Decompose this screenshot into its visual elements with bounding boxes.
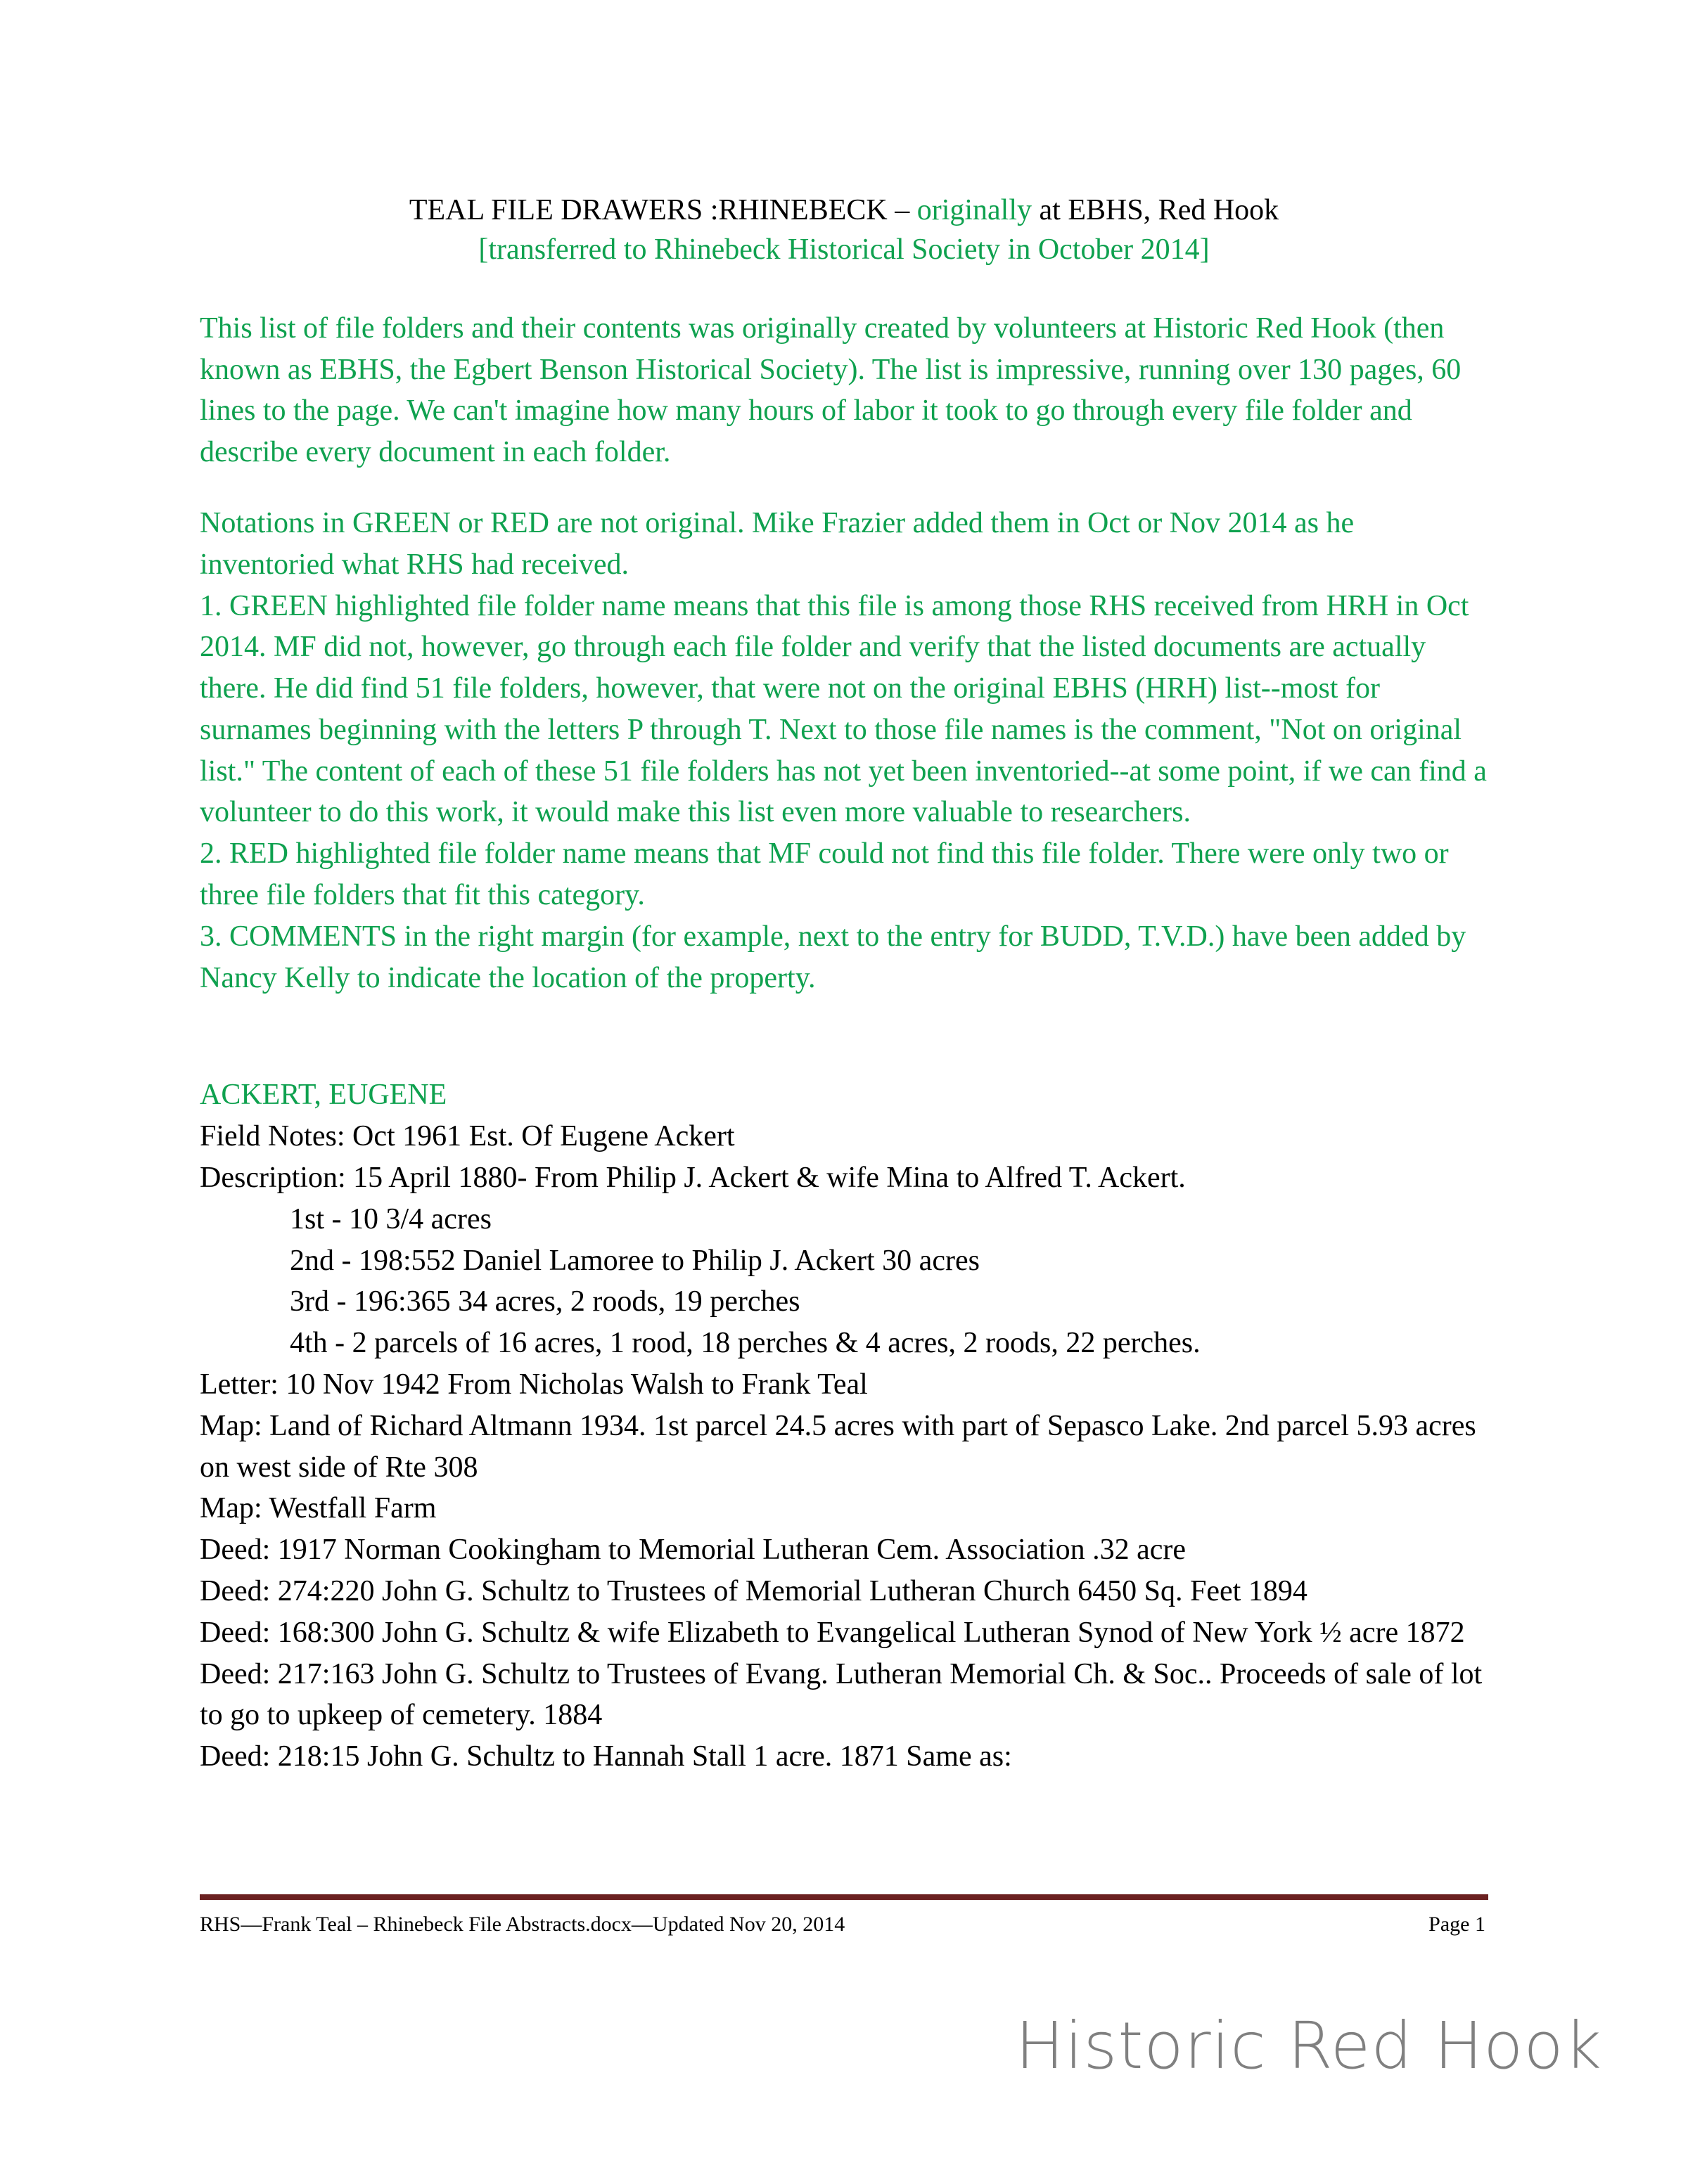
notations-item-3: 3. COMMENTS in the right margin (for example, next to the entry for BUDD, T.V.D.) have been added by Nancy Kelly to indicate the location of the property. xyxy=(200,920,1466,994)
title-text-after: at EBHS, Red Hook xyxy=(1032,194,1279,226)
title-line-subtitle: [transferred to Rhinebeck Historical Society in October 2014] xyxy=(478,233,1210,266)
title-text-before: TEAL FILE DRAWERS :RHINEBECK – xyxy=(409,194,917,226)
footer-row xyxy=(200,1900,1488,1936)
entry-detail-line: Deed: 1917 Norman Cookingham to Memorial Lutheran Cem. Association .32 acre xyxy=(200,1534,1187,1567)
entry-detail-line: Letter: 10 Nov 1942 From Nicholas Walsh to Frank Teal xyxy=(200,1368,868,1401)
footer-divider xyxy=(200,1894,1488,1900)
entry-detail-line: Deed: 218:15 John G. Schultz to Hannah Stall 1 acre. 1871 Same as: xyxy=(200,1740,1012,1773)
title-text-originally: originally xyxy=(916,194,1032,226)
entry-detail-line: Description: 15 April 1880- From Philip J. Ackert & wife Mina to Alfred T. Ackert. xyxy=(200,1162,1186,1195)
entry-detail-line: Field Notes: Oct 1961 Est. Of Eugene Ackert xyxy=(200,1120,735,1153)
entry-detail-line: 1st - 10 3/4 acres xyxy=(290,1202,492,1235)
footer-source-label: RHS—Frank Teal – Rhinebeck File Abstracts.docx—Updated Nov 20, 2014 xyxy=(200,1913,845,1936)
title-line-primary xyxy=(200,191,1488,231)
notations-lead-paragraph: Notations in GREEN or RED are not original. Mike Frazier added them in Oct or Nov 2014 as he inventoried what RHS had received. xyxy=(200,506,1355,581)
notations-item-2: 2. RED highlighted file folder name means that MF could not find this file folder. There were only two or three file folders that fit this category. xyxy=(200,837,1449,912)
entry-detail-line: 3rd - 196:365 34 acres, 2 roods, 19 perches xyxy=(290,1285,800,1318)
entry-detail-line: 4th - 2 parcels of 16 acres, 1 rood, 18 perches & 4 acres, 2 roods, 22 perches. xyxy=(290,1327,1201,1360)
intro-paragraph: This list of file folders and their contents was originally created by volunteers at Historic Red Hook (then known as EBHS, the Egbert Benson Historical Society). The list is impressive, running over 130 pages, 60 lines to the page. We can't imagine how many hours of labor it took to go through every file folder and describe every document in each folder. xyxy=(200,311,1462,469)
notations-item-1: 1. GREEN highlighted file folder name means that this file is among those RHS received from HRH in Oct 2014. MF did not, however, go through each file folder and verify that the listed documents are actually there. He did find 51 file folders, however, that were not on the original EBHS (HRH) list--most for surnames beginning with the letters P through T. Next to those file names is the comment, "Not on original list." The content of each of these 51 file folders has not yet been inventoried--at some point, if we can find a volunteer to do this work, it would make this list even more valuable to researchers. xyxy=(200,589,1487,829)
entry-detail-line: Deed: 274:220 John G. Schultz to Trustees of Memorial Lutheran Church 6450 Sq. Feet 1894 xyxy=(200,1575,1307,1608)
entry-detail-line: Deed: 168:300 John G. Schultz & wife Elizabeth to Evangelical Lutheran Synod of New York ½ acre 1872 xyxy=(200,1616,1465,1649)
entry-folder-name: ACKERT, EUGENE xyxy=(200,1079,447,1112)
page-footer xyxy=(200,1894,1488,1936)
organization-watermark: Historic Red Hook xyxy=(1015,2008,1602,2083)
page-title xyxy=(200,0,1488,270)
file-entry-ackert-eugene xyxy=(200,1074,1488,1778)
entry-detail-line: Map: Land of Richard Altmann 1934. 1st parcel 24.5 acres with part of Sepasco Lake. 2nd parcel 5.93 acres on west side of Rte 308 xyxy=(200,1409,1476,1484)
page-content xyxy=(200,0,1488,1778)
entry-detail-line: Deed: 217:163 John G. Schultz to Trustees of Evang. Lutheran Memorial Ch. & Soc.. Proceeds of sale of lot to go to upkeep of cemetery. 1884 xyxy=(200,1657,1483,1732)
entry-detail-line: Map: Westfall Farm xyxy=(200,1492,437,1525)
entry-detail-line: 2nd - 198:552 Daniel Lamoree to Philip J. Ackert 30 acres xyxy=(290,1244,980,1277)
footer-page-number: Page 1 xyxy=(1428,1913,1485,1936)
